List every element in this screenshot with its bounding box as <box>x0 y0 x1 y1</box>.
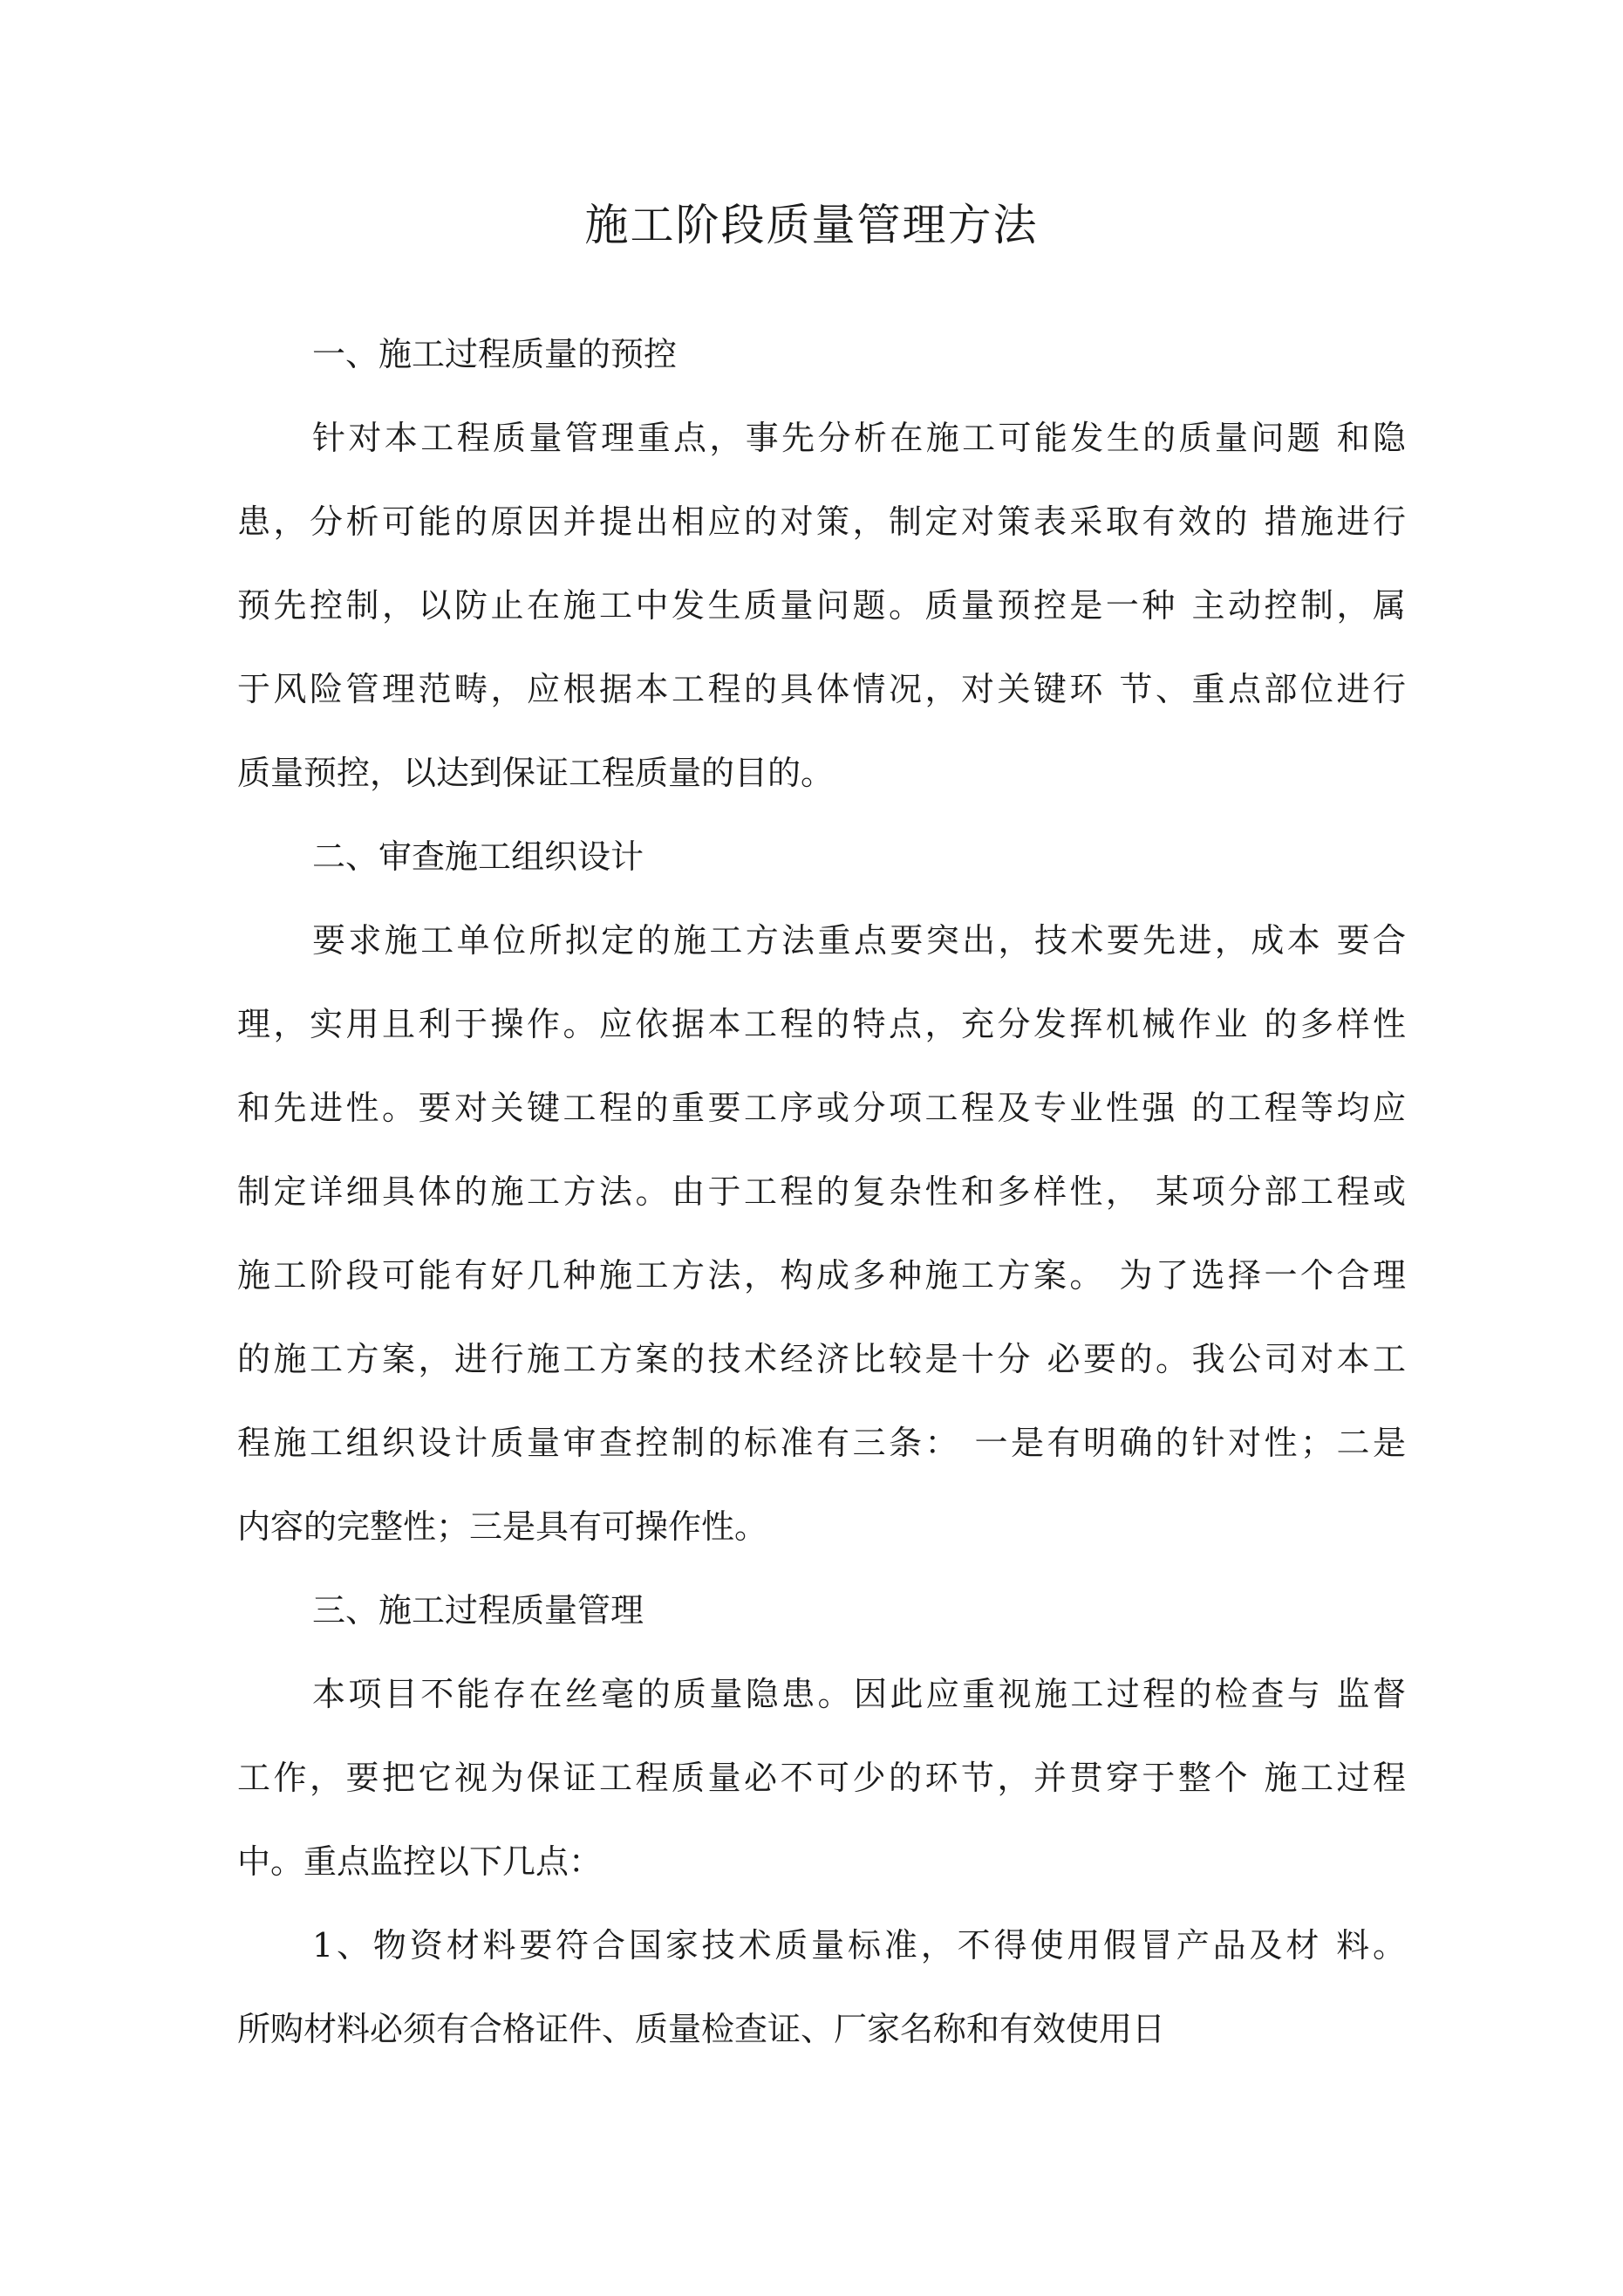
section-heading-3: 三、施工过程质量管理 <box>312 1591 644 1630</box>
paragraph-line: 于风险管理范畴，应根据本工程的具体情况，对关键环 节、重点部位进行 <box>237 670 1406 708</box>
paragraph-line: 的施工方案，进行施工方案的技术经济比较是十分 必要的。我公司对本工 <box>237 1340 1406 1378</box>
list-item-line: 所购材料必须有合格证件、质量检查证、厂家名称和有效使用日 <box>237 2010 1166 2048</box>
section-heading-1: 一、施工过程质量的预控 <box>312 335 678 373</box>
document-body <box>237 312 1406 2071</box>
paragraph-line: 内容的完整性；三是具有可操作性。 <box>237 1507 768 1546</box>
paragraph-line: 预先控制，以防止在施工中发生质量问题。质量预控是一种 主动控制，属 <box>237 586 1406 625</box>
paragraph-line: 理，实用且利于操作。应依据本工程的特点，充分发挥机械作业 的多样性 <box>237 1005 1406 1043</box>
paragraph-line: 制定详细具体的施工方法。由于工程的复杂性和多样性， 某项分部工程或 <box>237 1172 1406 1211</box>
paragraph-line: 中。重点监控以下几点： <box>237 1842 603 1881</box>
section-heading-2: 二、审查施工组织设计 <box>312 837 644 876</box>
paragraph-line: 质量预控，以达到保证工程质量的目的。 <box>237 754 835 792</box>
paragraph-line: 本项目不能存在丝毫的质量隐患。因此应重视施工过程的检查与 监督 <box>312 1675 1406 1713</box>
paragraph-line: 工作，要把它视为保证工程质量必不可少的环节，并贯穿于整个 施工过程 <box>237 1759 1406 1797</box>
list-item-line: 1、物资材料要符合国家技术质量标准，不得使用假冒产品及材 料。 <box>312 1926 1406 1965</box>
paragraph-line: 程施工组织设计质量审查控制的标准有三条： 一是有明确的针对性；二是 <box>237 1424 1406 1462</box>
paragraph-line: 和先进性。要对关键工程的重要工序或分项工程及专业性强 的工程等均应 <box>237 1089 1406 1127</box>
paragraph-line: 患，分析可能的原因并提出相应的对策，制定对策表采取有效的 措施进行 <box>237 502 1406 541</box>
paragraph-line: 针对本工程质量管理重点，事先分析在施工可能发生的质量问题 和隐 <box>312 419 1406 457</box>
paragraph-line: 要求施工单位所拟定的施工方法重点要突出，技术要先进，成本 要合 <box>312 921 1406 960</box>
paragraph-line: 施工阶段可能有好几种施工方法，构成多种施工方案。 为了选择一个合理 <box>237 1256 1406 1295</box>
document-title: 施工阶段质量管理方法 <box>584 200 1039 250</box>
